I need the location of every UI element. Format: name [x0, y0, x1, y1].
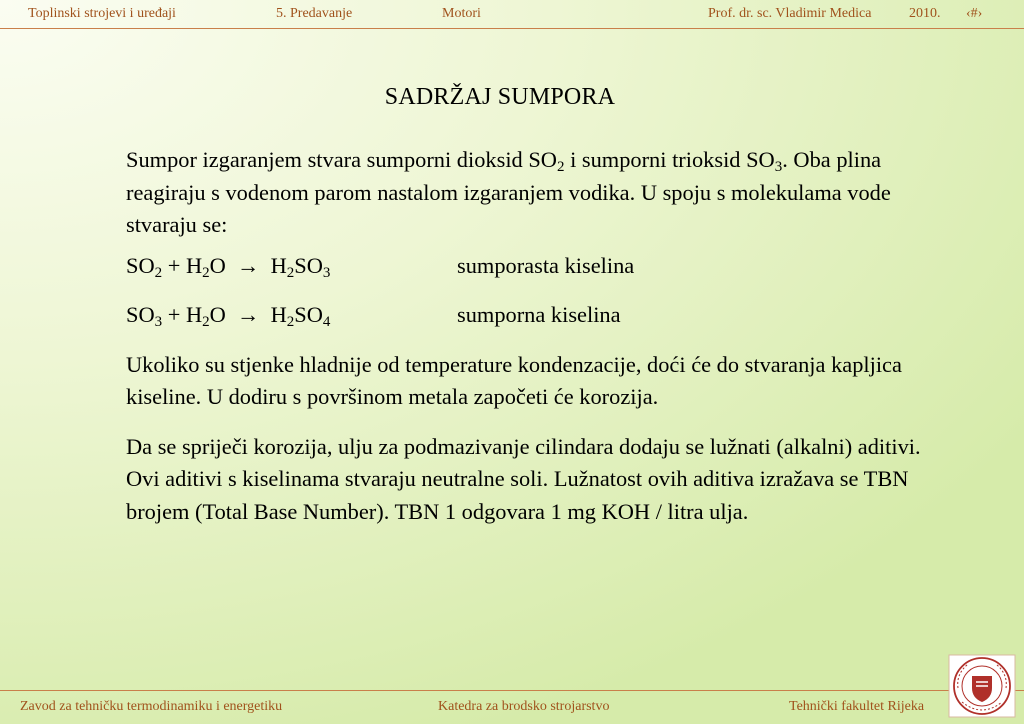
header-author: Prof. dr. sc. Vladimir Medica: [708, 6, 872, 21]
slide-body: [126, 144, 926, 528]
slide-title: SADRŽAJ SUMPORA: [384, 84, 616, 110]
footer-department: Zavod za tehničku termodinamiku i energetiku: [20, 699, 283, 714]
header-lecture: 5. Predavanje: [276, 6, 353, 21]
slide-footer: [0, 692, 1024, 724]
footer-divider: [0, 690, 1024, 691]
faculty-seal-icon: [948, 654, 1016, 718]
equation-formula: $SO_3 + H_2O \to H_2SO_4$: [126, 302, 331, 330]
paragraph-intro: Sumpor izgaranjem stvara sumporni dioksid $SO_2$ i sumporni trioksid $SO_3$. Oba plina reagiraju s vodenom parom nastalom izgaranjem vodika. U spoju s molekulama vode stvaraju se:: [126, 147, 891, 237]
header-course: Toplinski strojevi i uređaji: [28, 6, 176, 21]
header-page-number: ‹#›: [966, 6, 983, 21]
equation-sulfurous-acid: [126, 250, 926, 283]
equation-sulfuric-acid: [126, 299, 926, 332]
header-year: 2010.: [909, 6, 941, 21]
footer-faculty: Tehnički fakultet Rijeka: [789, 699, 925, 714]
header-divider: [0, 28, 1024, 29]
footer-chair: Katedra za brodsko strojarstvo: [438, 699, 610, 714]
paragraph-additives: Da se spriječi korozija, ulju za podmazivanje cilindara dodaju se lužnati (alkalni) aditivi. Ovi aditivi s kiselinama stvaraju neutralne soli. Lužnatost ovih aditiva izražava se TBN brojem (Total Base Number). TBN 1 odgovara 1 mg KOH / litra ulja.: [126, 433, 921, 524]
arrow-icon: →: [237, 302, 260, 327]
equation-formula: $SO_2 + H_2O \to H_2SO_3$: [126, 252, 331, 281]
paragraph-condensation: Ukoliko su stjenke hladnije od temperature kondenzacije, doći će do stvaranja kapljica kiseline. U dodiru s površinom metala započeti će korozija.: [126, 351, 902, 409]
equation-label: sumporna kiselina: [457, 302, 621, 327]
arrow-icon: →: [237, 252, 260, 278]
equation-label: sumporasta kiselina: [457, 252, 635, 278]
slide-header: [0, 0, 1024, 28]
header-topic: Motori: [442, 6, 481, 21]
